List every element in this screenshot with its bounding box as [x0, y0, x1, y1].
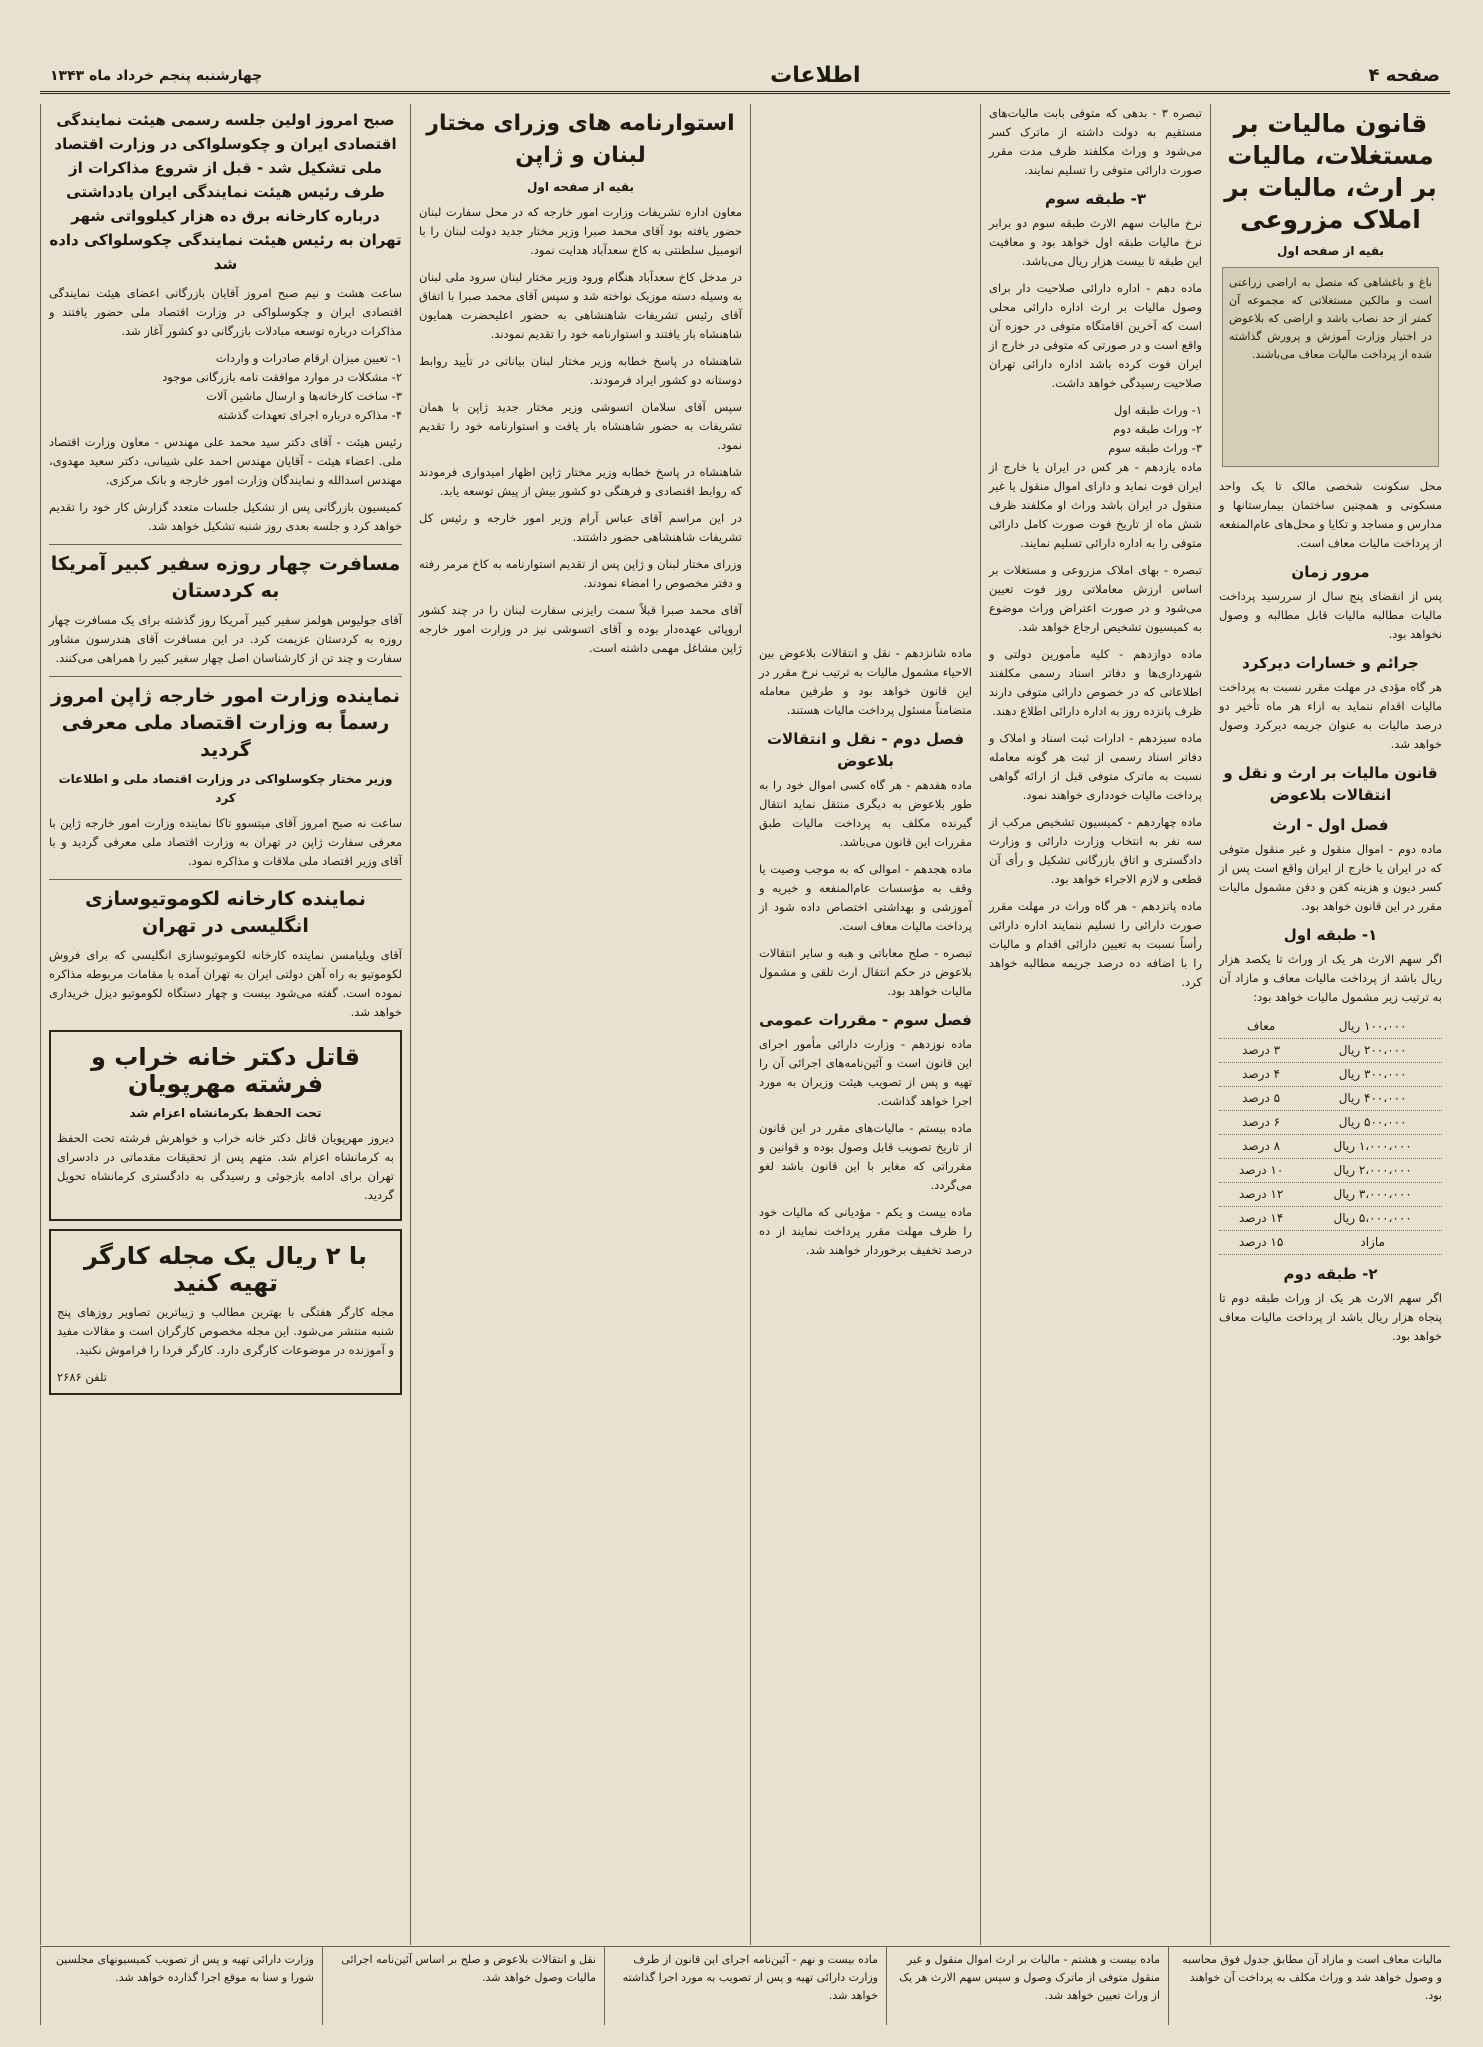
- class-heading-second: ۲- طبقه دوم: [1283, 1265, 1378, 1283]
- article-paragraph: ماده یازدهم - هر کس در ایران یا خارج از ایران فوت نماید و دارای اموال منقول یا غیر منقول در ایران باشد وراث او مکلفند ظرف شش ماه از تاریخ فوت صورت کامل دارائی متوفی را به اداره دارائی تسلیم نمایند.: [989, 460, 1202, 550]
- article-paragraph: معاون اداره تشریفات وزارت امور خارجه که در محل سفارت لبنان حضور یافته بود آقای محمد صبرا وزیر مختار جدید دولت لبنان را با اتومبیل سلطنتی به کاخ سعدآباد هدایت نمود.: [419, 205, 742, 257]
- article-paragraph: آقای جولیوس هولمز سفیر کبیر آمریکا روز گذشته برای یک مسافرت چهار روزه به کردستان عزیمت کرد. در این مسافرت آقای هندرسون مشاور سفارت و چند تن از کارشناسان اصل چهار سفیر کبیر را همراهی می‌کنند.: [49, 613, 402, 665]
- list-item: ۲- مشکلات در موارد موافقت نامه بازرگانی موجود: [162, 370, 402, 384]
- article-paragraph: دیروز مهرپویان قاتل دکتر خانه خراب و خواهرش فرشته تحت الحفظ به کرمانشاه اعزام شد. متهم پس از تحقیقات مقدماتی در دادسرای تهران برای ادامه بازجوئی و رسیدگی به دادگستری کرمانشاه تحویل گردید.: [57, 1131, 394, 1202]
- masthead: [40, 60, 1450, 94]
- section-heading-time-limit: مرور زمان: [1291, 563, 1370, 581]
- column-credentials: [410, 104, 750, 1945]
- article-paragraph: ماده دوم - اموال منقول و غیر منقول متوفی که در ایران یا خارج از ایران واقع است پس از کسر دیون و هزینه کفن و دفن مشمول مالیات مقرر در این قانون خواهد بود.: [1219, 842, 1442, 913]
- rate-amount-cell: ۳۰۰،۰۰۰ ریال: [1303, 1063, 1442, 1087]
- article-paragraph: هر گاه مؤدی در مهلت مقرر نسبت به پرداخت مالیات اقدام ننماید به ازاء هر ماه تأخیر دو درصد مالیات به عنوان جریمه دیرکرد وصول خواهد شد.: [1219, 680, 1442, 751]
- tax-rate-table: [1219, 1015, 1442, 1255]
- news-headline-locomotive: نماینده کارخانه لکوموتیوسازی انگلیسی در تهران: [49, 879, 402, 940]
- newspaper-name: اطلاعات: [770, 63, 861, 88]
- news-headline-ambassador: مسافرت چهار روزه سفیر کبیر آمریکا به کردستان: [49, 544, 402, 605]
- list-item: ۳- ساخت کارخانه‌ها و ارسال ماشین آلات: [206, 389, 402, 403]
- article-paragraph: محل سکونت شخصی مالک تا یک واحد مسکونی و همچنین ساختمان بیمارستانها و مدارس و مساجد و تکایا و محل‌های عام‌المنفعه از پرداخت مالیات معاف است.: [1219, 479, 1442, 550]
- rate-amount-cell: ۲،۰۰۰،۰۰۰ ریال: [1303, 1159, 1442, 1183]
- ad-phone: تلفن ۲۶۸۶: [57, 1370, 107, 1384]
- article-paragraph: وزرای مختار لبنان و ژاپن پس از تقدیم استوارنامه به کاخ مرمر رفته و دفتر مخصوص را امضاء نمودند.: [419, 557, 742, 590]
- ad-headline: با ۲ ریال یک مجله کارگر تهیه کنید: [84, 1242, 367, 1297]
- credentials-headline: استوارنامه های وزرای مختار لبنان و ژاپن: [426, 111, 735, 168]
- article-paragraph: ماده بیستم - مالیات‌های مقرر در این قانون از تاریخ تصویب قابل وصول بوده و قوانین و مقرراتی که مغایر با این قانون باشد لغو می‌گردد.: [759, 1121, 972, 1192]
- article-paragraph: ساعت نه صبح امروز آقای میتسوو تاکا نماینده وزارت امور خارجه ژاپن با معرفی سفارت ژاپن در تهران به وزارت اقتصاد ملی معرفی گردید و با آقای وزیر اقتصاد ملی ملاقات و مذاکره نمود.: [49, 816, 402, 868]
- news-headline-murder: قاتل دکتر خانه خراب و فرشته مهرپویان: [91, 1043, 360, 1098]
- article-paragraph: ماده بیست و یکم - مؤدیانی که مالیات خود را ظرف مهلت مقرر پرداخت نمایند از ده درصد تخفیف برخوردار خواهند شد.: [759, 1205, 972, 1257]
- article-paragraph: ماده سیزدهم - ادارات ثبت اسناد و املاک و دفاتر اسناد رسمی از ثبت هر گونه معامله نسبت به ماترک متوفی قبل از ارائه گواهی پرداخت مالیات خودداری خواهند نمود.: [989, 731, 1202, 802]
- class-heading-first: ۱- طبقه اول: [1283, 926, 1378, 944]
- clipping-area: [1219, 267, 1442, 477]
- rate-amount-cell: ۵۰۰،۰۰۰ ریال: [1303, 1111, 1442, 1135]
- rate-percent-cell: ۱۲ درصد: [1219, 1183, 1303, 1207]
- clipping-text: باغ و باغشاهی که متصل به اراضی زراعتی است و مالکین مستغلاتی که مجموعه آن کمتر از حد نصاب باشد و اراضی که بلاعوض در اختیار وزارت آموزش و پرورش گذاشته شده از پرداخت مالیات معاف می‌باشند.: [1229, 276, 1432, 361]
- rate-percent-cell: ۱۴ درصد: [1219, 1207, 1303, 1231]
- table-row: [1219, 1111, 1442, 1135]
- list-item: ۲- وراث طبقه دوم: [1113, 422, 1202, 436]
- footer-text: نقل و انتقالات بلاعوض و صلح بر اساس آئین‌نامه اجرائی مالیات وصول خواهد شد.: [322, 1947, 604, 2025]
- footer-text: مالیات معاف است و مازاد آن مطابق جدول فوق محاسبه و وصول خواهد شد و وراث مکلف به پرداخت آن خواهند بود.: [1168, 1947, 1450, 2025]
- rate-percent-cell: ۸ درصد: [1219, 1135, 1303, 1159]
- section-heading-fines: جرائم و خسارات دیرکرد: [1242, 654, 1419, 672]
- agenda-list: [49, 349, 402, 425]
- list-item: ۱- وراث طبقه اول: [1113, 403, 1202, 417]
- rate-amount-cell: ۱۰۰،۰۰۰ ریال: [1303, 1015, 1442, 1039]
- column-tax-law-cont2: [750, 104, 980, 1945]
- column-news: [40, 104, 410, 1945]
- article-paragraph: در مدخل کاخ سعدآباد هنگام ورود وزیر مختار لبنان سرود ملی لبنان به وسیله دسته موزیک نواخته شد و سپس آقای محمد صبرا با اتفاق آقای رئیس تشریفات شاهنشاهی به حضور اعلیحضرت همایون شاهنشاه بار یافتند و استوارنامه خود را تقدیم نمودند.: [419, 270, 742, 341]
- article-paragraph: نرخ مالیات سهم الارث طبقه سوم دو برابر نرخ مالیات طبقه اول خواهد بود و معافیت این طبقه تا بیست هزار ریال می‌باشد.: [989, 216, 1202, 268]
- chapter-heading-gifts: فصل دوم - نقل و انتقالات بلاعوض: [766, 730, 965, 770]
- article-paragraph: ماده دهم - اداره دارائی صلاحیت دار برای وصول مالیات بر ارث اداره دارائی محلی است که آخرین اقامتگاه متوفی در حوزه آن واقع است و در صورتی که متوفی در خارج از ایران فوت کرده باشد اداره دارائی تهران صلاحیت رسیدگی خواهد داشت.: [989, 281, 1202, 390]
- continued-note: بقیه از صفحه اول: [1276, 244, 1384, 258]
- rate-percent-cell: ۴ درصد: [1219, 1063, 1303, 1087]
- table-row: [1219, 1159, 1442, 1183]
- heirs-list: [989, 401, 1202, 458]
- clipping-box: [1222, 267, 1439, 467]
- rate-percent-cell: ۳ درصد: [1219, 1039, 1303, 1063]
- rate-amount-cell: ۴۰۰،۰۰۰ ریال: [1303, 1087, 1442, 1111]
- page-number: صفحه ۴: [1368, 65, 1440, 86]
- article-paragraph: ساعت هشت و نیم صبح امروز آقایان بازرگانی اعضای هیئت نمایندگی اقتصادی ایران و چکوسلواکی در وزارت اقتصاد ملی حضور یافتند و مذاکرات درباره توسعه مبادلات بازرگانی دو کشور آغاز شد.: [49, 286, 402, 338]
- rate-percent-cell: معاف: [1219, 1015, 1303, 1039]
- article-paragraph: ماده پانزدهم - هر گاه وراث در مهلت مقرر صورت دارائی را تسلیم ننمایند اداره دارائی رأساً نسبت به تعیین دارائی اقدام و مالیات را با اضافه ده درصد جریمه مطالبه خواهد کرد.: [989, 899, 1202, 989]
- section-heading-inheritance-law: قانون مالیات بر ارث و نقل و انتقالات بلاعوض: [1223, 764, 1438, 804]
- table-row: [1219, 1135, 1442, 1159]
- ad-text: مجله کارگر هفتگی با بهترین مطالب و زیباترین تصاویر روزهای پنج شنبه منتشر می‌شود. این مجله مخصوص کارگران است و مقالات مفید و آموزنده در موضوعات کارگری دارد. کارگر فردا را فراموش نکنید.: [57, 1305, 394, 1357]
- list-item: ۴- مذاکره درباره اجرای تعهدات گذشته: [217, 408, 402, 422]
- rate-percent-cell: ۶ درصد: [1219, 1111, 1303, 1135]
- lead-headline: صبح امروز اولین جلسه رسمی هیئت نمایندگی اقتصادی ایران و چکوسلواکی در وزارت اقتصاد ملی تشکیل شد - قبل از شروع مذاکرات از طرف رئیس هیئت نمایندگی ایران یادداشتی درباره کارخانه برق ده هزار کیلوواتی شهر تهران به رئیس هیئت نمایندگی چکوسلواکی داده شد: [49, 111, 402, 273]
- article-paragraph: تبصره - صلح معاباتی و هبه و سایر انتقالات بلاعوض در حکم انتقال ارث تلقی و مشمول مالیات خواهد بود.: [759, 946, 972, 998]
- column-tax-law: [1210, 104, 1450, 1945]
- article-paragraph: آقای محمد صبرا قبلاً سمت رایزنی سفارت لبنان را در چند کشور اروپائی عهده‌دار بوده و آقای اتسوشی نیز در وزارت امور خارجه ژاپن مشاغل مهمی داشته است.: [419, 603, 742, 655]
- article-paragraph: تبصره - بهای املاک مزروعی و مستغلات بر اساس ارزش معاملاتی روز فوت تعیین می‌شود و در صورت اعتراض وراث موضوع به کمیسیون تشخیص ارجاع خواهد شد.: [989, 563, 1202, 634]
- column-tax-law-cont: [980, 104, 1210, 1945]
- article-paragraph: اگر سهم الارث هر یک از وراث طبقه دوم تا پنجاه هزار ریال باشد از پرداخت مالیات معاف خواهد بود.: [1219, 1291, 1442, 1343]
- chapter-heading-inheritance: فصل اول - ارث: [1272, 816, 1389, 834]
- rate-amount-cell: ۱،۰۰۰،۰۰۰ ریال: [1303, 1135, 1442, 1159]
- table-row: [1219, 1231, 1442, 1255]
- article-paragraph: پس از انقضای پنج سال از سررسید پرداخت مالیات مطالبه مالیات قابل مطالبه و وصول نخواهد بود.: [1219, 589, 1442, 641]
- magazine-ad-box: [49, 1229, 402, 1395]
- table-row: [1219, 1207, 1442, 1231]
- article-paragraph: ماده نوزدهم - وزارت دارائی مأمور اجرای این قانون است و آئین‌نامه‌های اجرائی آن را تهیه و پس از تصویب هیئت وزیران به مورد اجرا خواهد گذاشت.: [759, 1037, 972, 1108]
- list-item: ۱- تعیین میزان ارقام صادرات و واردات: [215, 351, 402, 365]
- article-paragraph: تبصره ۳ - بدهی که متوفی بابت مالیات‌های مستقیم به دولت داشته از ماترک کسر می‌شود و وراث مکلفند ظرف مدت مقرر صورت دارائی متوفی را تسلیم نمایند.: [989, 106, 1203, 177]
- murder-news-box: [49, 1030, 402, 1221]
- list-item: ۳- وراث طبقه سوم: [1108, 441, 1202, 455]
- news-subheadline: تحت الحفظ بکرمانشاه اعزام شد: [129, 1106, 322, 1120]
- news-headline-japan: نماینده وزارت امور خارجه ژاپن امروز رسماً به وزارت اقتصاد ملی معرفی گردید: [49, 676, 402, 764]
- rate-amount-cell: ۳،۰۰۰،۰۰۰ ریال: [1303, 1183, 1442, 1207]
- footer-strip: [40, 1946, 1450, 2025]
- article-paragraph: آقای ویلیامسن نماینده کارخانه لکوموتیوسازی انگلیسی که برای فروش لکوموتیو به راه آهن دولتی ایران به تهران آمده با مقامات مربوطه مذاکره نموده است. گفته می‌شود بیست و چهار دستگاه لکوموتیو دیزل خریداری خواهد شد.: [49, 948, 402, 1019]
- article-paragraph: در این مراسم آقای عباس آرام وزیر امور خارجه و رئیس کل تشریفات شاهنشاهی حضور داشتند.: [419, 511, 742, 544]
- news-subheadline: وزیر مختار چکوسلواکی در وزارت اقتصاد ملی و اطلاعات کرد: [58, 772, 393, 805]
- rate-amount-cell: مازاد: [1303, 1231, 1442, 1255]
- rate-percent-cell: ۱۰ درصد: [1219, 1159, 1303, 1183]
- article-paragraph: اگر سهم الارث هر یک از وراث تا یکصد هزار ریال باشد از پرداخت مالیات معاف و مازاد آن به ترتیب زیر مشمول مالیات خواهد بود:: [1219, 952, 1442, 1004]
- article-paragraph: سپس آقای سلامان اتسوشی وزیر مختار جدید ژاپن با همان تشریفات به حضور شاهنشاه بار یافت و استوارنامه خود را تقدیم نمود.: [419, 400, 742, 452]
- issue-date: چهارشنبه پنجم خرداد ماه ۱۳۴۳: [50, 67, 263, 84]
- article-paragraph: ماده دوازدهم - کلیه مأمورین دولتی و شهرداری‌ها و دفاتر اسناد رسمی مکلفند اطلاعاتی که در خصوص دارائی متوفی دارند ظرف پانزده روز به اداره دارائی اطلاع دهند.: [989, 647, 1202, 718]
- article-paragraph: کمیسیون بازرگانی پس از تشکیل جلسات متعدد گزارش کار خود را تقدیم خواهد کرد و جلسه بعدی روز شنبه تشکیل خواهد شد.: [49, 500, 402, 533]
- continued-note: بقیه از صفحه اول: [526, 180, 634, 194]
- article-paragraph: ماده هفدهم - هر گاه کسی اموال خود را به طور بلاعوض به دیگری منتقل نماید انتقال گیرنده مکلف به پرداخت مالیات طبق مقررات این قانون می‌باشد.: [759, 778, 972, 849]
- newspaper-page: [40, 60, 1450, 2025]
- article-paragraph: ماده هجدهم - اموالی که به موجب وصیت یا وقف به مؤسسات عام‌المنفعه و خیریه و آموزشی و بهداشتی اختصاص داده شود از پرداخت مالیات معاف است.: [759, 862, 972, 933]
- table-row: [1219, 1039, 1442, 1063]
- tax-law-headline: قانون مالیات بر مستغلات، مالیات بر ارث، مالیات بر املاک مزروعی: [1224, 109, 1437, 234]
- footer-text: ماده بیست و هشتم - مالیات بر ارث اموال منقول و غیر منقول متوفی از ماترک وصول و سپس سهم الارث هر یک از وراث تعیین خواهد شد.: [886, 1947, 1168, 2025]
- table-row: [1219, 1183, 1442, 1207]
- footer-text: وزارت دارائی تهیه و پس از تصویب کمیسیونهای مجلسین شورا و سنا به موقع اجرا گذارده خواهد شد.: [40, 1947, 322, 2025]
- chapter-heading-general: فصل سوم - مقررات عمومی: [759, 1011, 972, 1029]
- footer-text: ماده بیست و نهم - آئین‌نامه اجرای این قانون از طرف وزارت دارائی تهیه و پس از تصویب به مورد اجرا گذاشته خواهد شد.: [604, 1947, 886, 2025]
- rate-percent-cell: ۵ درصد: [1219, 1087, 1303, 1111]
- article-paragraph: رئیس هیئت - آقای دکتر سید محمد علی مهندس - معاون وزارت اقتصاد ملی. اعضاء هیئت - آقایان مهندس احمد علی شیبانی، دکتر سعید مهدوی، مهندس اسدالله و نمایندگان وزارت امور خارجه و بانک مرکزی.: [49, 435, 402, 487]
- table-row: [1219, 1063, 1442, 1087]
- article-paragraph: شاهنشاه در پاسخ خطابه وزیر مختار ژاپن اظهار امیدواری فرمودند که روابط اقتصادی و فرهنگی دو کشور بیش از پیش توسعه یابد.: [419, 465, 742, 498]
- section-heading-third-class: ۳- طبقه سوم: [1044, 190, 1147, 208]
- table-row: [1219, 1015, 1442, 1039]
- article-paragraph: ماده چهاردهم - کمیسیون تشخیص مرکب از سه نفر به انتخاب وزارت دارائی و وزارت دادگستری و اتاق بازرگانی تشکیل و رأی آن قطعی و لازم الاجراء خواهد بود.: [989, 815, 1202, 886]
- article-paragraph: شاهنشاه در پاسخ خطابه وزیر مختار لبنان بیاناتی در تأیید روابط دوستانه دو کشور ایراد فرمودند.: [419, 354, 742, 387]
- rate-amount-cell: ۲۰۰،۰۰۰ ریال: [1303, 1039, 1442, 1063]
- table-row: [1219, 1087, 1442, 1111]
- rate-amount-cell: ۵،۰۰۰،۰۰۰ ریال: [1303, 1207, 1442, 1231]
- rate-percent-cell: ۱۵ درصد: [1219, 1231, 1303, 1255]
- article-paragraph: ماده شانزدهم - نقل و انتقالات بلاعوض بین الاحیاء مشمول مالیات به ترتیب نرخ مقرر در این قانون خواهد بود و طرفین معامله متضامناً مسئول پرداخت مالیات هستند.: [759, 646, 972, 717]
